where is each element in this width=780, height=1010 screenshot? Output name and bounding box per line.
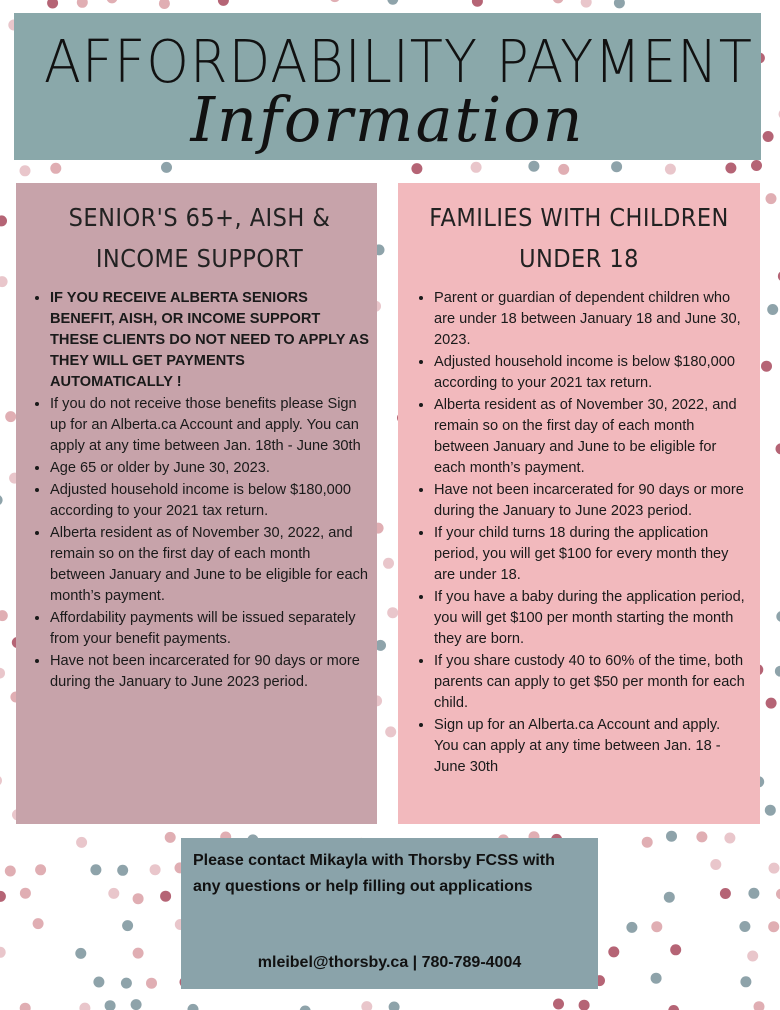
list-item: • Alberta resident as of November 30, 2022, and remain so on the first day of each month between January and June to be eligible for each month’s payment.: [50, 523, 369, 607]
polka-dot: [20, 888, 31, 899]
polka-dot: [766, 193, 777, 204]
polka-dot: [20, 1003, 31, 1010]
polka-dot: [558, 164, 569, 175]
polka-dot: [159, 0, 170, 9]
polka-dot: [122, 920, 133, 931]
contact-box: [181, 838, 598, 989]
polka-dot: [20, 165, 31, 176]
polka-dot: [670, 944, 681, 955]
polka-dot: [642, 837, 653, 848]
polka-dot: [0, 947, 6, 958]
polka-dot: [754, 1001, 765, 1010]
polka-dot: [387, 607, 398, 618]
polka-dot: [776, 611, 780, 622]
polka-dot: [766, 698, 777, 709]
polka-dot: [133, 948, 144, 959]
polka-dot: [79, 1003, 90, 1010]
polka-dot: [5, 866, 16, 877]
list-item: • If you have a baby during the application period, you will get $100 per month starting the month they are born.: [434, 587, 746, 650]
families-panel: [398, 183, 760, 824]
polka-dot: [47, 0, 58, 9]
polka-dot: [651, 921, 662, 932]
list-item: • Age 65 or older by June 30, 2023.: [50, 458, 369, 479]
polka-dot: [161, 162, 172, 173]
polka-dot: [385, 726, 396, 737]
polka-dot: [0, 891, 6, 902]
polka-dot: [383, 558, 394, 569]
polka-dot: [76, 837, 87, 848]
polka-dot: [75, 948, 86, 959]
polka-dot: [0, 215, 7, 226]
polka-dot: [761, 361, 772, 372]
polka-dot: [300, 1006, 311, 1010]
polka-dot: [768, 921, 779, 932]
polka-dot: [767, 304, 778, 315]
contact-message: Please contact Mikayla with Thorsby FCSS with any questions or help filling out applications: [193, 852, 555, 895]
polka-dot: [666, 831, 677, 842]
polka-dot: [608, 946, 619, 957]
polka-dot: [0, 668, 5, 679]
list-item: • Have not been incarcerated for 90 days or more during the January to June 2023 period.: [434, 480, 746, 522]
polka-dot: [0, 276, 8, 287]
polka-dot: [35, 864, 46, 875]
list-item: • Sign up for an Alberta.ca Account and apply. You can apply at any time between Jan. 18 - June 30th: [434, 715, 746, 778]
page-title: AFFORDABILITY PAYMENT: [43, 27, 753, 96]
seniors-panel: [16, 183, 377, 824]
polka-dot: [471, 162, 482, 173]
polka-dot: [748, 888, 759, 899]
polka-dot: [611, 161, 622, 172]
seniors-heading: SENIOR'S 65+, AISH & INCOME SUPPORT: [68, 203, 331, 273]
polka-dot: [725, 163, 736, 174]
list-item: • If your child turns 18 during the application period, you will get $100 for every month they are under 18.: [434, 523, 746, 586]
polka-dot: [5, 411, 16, 422]
polka-dot: [93, 977, 104, 988]
families-heading: FAMILIES WITH CHILDREN UNDER 18: [429, 203, 729, 273]
list-item: • Adjusted household income is below $180,000 according to your 2021 tax return.: [434, 352, 746, 394]
polka-dot: [665, 164, 676, 175]
polka-dot: [0, 610, 8, 621]
polka-dot: [747, 951, 758, 962]
polka-dot: [651, 973, 662, 984]
list-item: • If you share custody 40 to 60% of the time, both parents can apply to get $50 per month for each child.: [434, 651, 746, 714]
polka-dot: [776, 443, 780, 454]
polka-dot: [150, 864, 161, 875]
polka-dot: [765, 805, 776, 816]
polka-dot: [146, 978, 157, 989]
polka-dot: [131, 999, 142, 1010]
polka-dot: [50, 163, 61, 174]
polka-dot: [751, 160, 762, 171]
polka-dot: [710, 859, 721, 870]
polka-dot: [664, 892, 675, 903]
seniors-list: [30, 288, 369, 693]
polka-dot: [387, 0, 398, 5]
polka-dot: [121, 978, 132, 989]
polka-dot: [77, 0, 88, 8]
polka-dot: [626, 922, 637, 933]
polka-dot: [528, 161, 539, 172]
polka-dot: [579, 1000, 590, 1010]
polka-dot: [769, 863, 780, 874]
polka-dot: [0, 775, 2, 786]
polka-dot: [472, 0, 483, 7]
polka-dot: [553, 999, 564, 1010]
polka-dot: [668, 1005, 679, 1010]
polka-dot: [0, 495, 3, 506]
polka-dot: [361, 1001, 372, 1010]
page-subtitle: Information: [190, 83, 585, 156]
polka-dot: [776, 889, 780, 900]
polka-dot: [411, 163, 422, 174]
header-banner: [14, 13, 761, 160]
families-list: [412, 288, 746, 778]
polka-dot: [763, 131, 774, 142]
polka-dot: [724, 833, 735, 844]
polka-dot: [90, 864, 101, 875]
polka-dot: [720, 888, 731, 899]
polka-dot: [614, 0, 625, 8]
polka-dot: [389, 1002, 400, 1010]
polka-dot: [218, 0, 229, 6]
list-item: • IF YOU RECEIVE ALBERTA SENIORS BENEFIT, AISH, OR INCOME SUPPORT THESE CLIENTS DO NOT NEED TO APPLY AS THEY WILL GET PAYMENTS AUTOMATICALLY !: [50, 288, 369, 393]
polka-dot: [739, 921, 750, 932]
contact-details[interactable]: mleibel@thorsby.ca | 780-789-4004: [257, 954, 522, 971]
list-item: • Alberta resident as of November 30, 2022, and remain so on the first day of each month between January and June to be eligible for each month’s payment.: [434, 395, 746, 479]
polka-dot: [133, 893, 144, 904]
polka-dot: [775, 666, 780, 677]
list-item: • Parent or guardian of dependent children who are under 18 between January 18 and June 30, 2023.: [434, 288, 746, 351]
polka-dot: [581, 0, 592, 8]
list-item: • Have not been incarcerated for 90 days or more during the January to June 2023 period.: [50, 651, 369, 693]
list-item: • Affordability payments will be issued separately from your benefit payments.: [50, 608, 369, 650]
list-item: • Adjusted household income is below $180,000 according to your 2021 tax return.: [50, 480, 369, 522]
polka-dot: [740, 976, 751, 987]
polka-dot: [188, 1004, 199, 1010]
polka-dot: [33, 918, 44, 929]
polka-dot: [117, 865, 128, 876]
polka-dot: [165, 832, 176, 843]
list-item: • If you do not receive those benefits please Sign up for an Alberta.ca Account and apply. You can apply at any time between Jan. 18th - June 30th: [50, 394, 369, 457]
polka-dot: [107, 0, 118, 3]
polka-dot: [553, 0, 564, 3]
polka-dot: [696, 831, 707, 842]
polka-dot: [105, 1000, 116, 1010]
polka-dot: [160, 891, 171, 902]
polka-dot: [329, 0, 340, 2]
polka-dot: [108, 888, 119, 899]
